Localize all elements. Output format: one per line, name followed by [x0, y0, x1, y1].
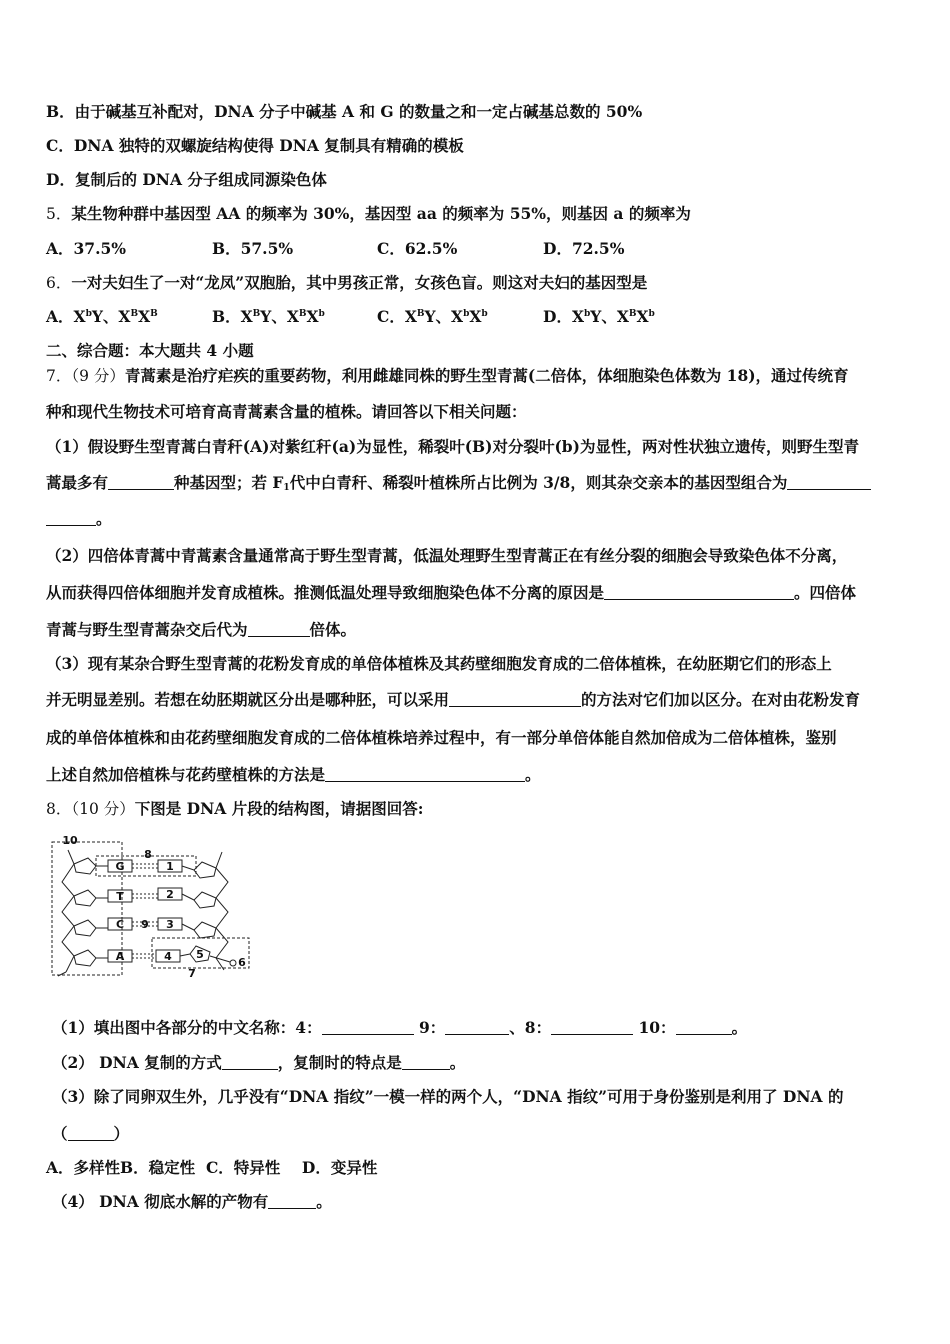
answer-blank[interactable] [46, 510, 96, 526]
base-label: 2 [166, 888, 174, 901]
figure-label-6: 6 [238, 956, 246, 969]
q7-part1-line-3 [46, 508, 112, 530]
q8-sub2-text-b: ，复制时的特点是 [277, 1053, 402, 1072]
q6-option-c: C．$X^BY$、$X^bX^b$ [377, 307, 488, 326]
q8-sub1-text-c: 、8： [509, 1018, 552, 1037]
q8-option-d: D．变异性 [301, 1158, 378, 1177]
q8-sub2-text-c: 。 [449, 1053, 466, 1072]
q7-part3-line-4 [46, 764, 541, 786]
q7-part3-line-3: 成的单倍体植株和由花药壁细胞发育成的二倍体植株培养过程中，有一部分单倍体能自然加倍成为二倍体植株，鉴别 [46, 728, 837, 747]
answer-blank[interactable] [402, 1054, 450, 1070]
q7-part1-text-b: 种基因型；若 F [174, 473, 284, 492]
left-sugar [74, 858, 96, 874]
answer-blank[interactable] [248, 621, 310, 637]
q8-sub2-text-a: （2） DNA 复制的方式 [52, 1053, 222, 1072]
answer-blank[interactable] [325, 766, 525, 782]
answer-blank[interactable] [268, 1193, 316, 1209]
figure-label-10: 10 [62, 834, 78, 847]
hydrogen-bonds [132, 864, 158, 958]
left-sugar [74, 950, 96, 966]
q8-points: （10 分） [71, 800, 135, 818]
subscript: 1 [283, 483, 290, 493]
q8-sub1-text-d: 10： [638, 1018, 676, 1037]
q5-stem-line [46, 203, 691, 225]
q7-part3-text-b: 的方法对它们加以区分。在对由花粉发育 [581, 690, 861, 709]
figure-label-8: 8 [144, 848, 152, 861]
q7-part2-text-d: 倍体。 [309, 620, 357, 639]
base-label: A [115, 950, 125, 963]
base-label: G [115, 860, 125, 873]
answer-blank[interactable] [551, 1019, 633, 1035]
q7-part2-line-2 [46, 582, 856, 604]
q8-sub3-open: （ [52, 1124, 68, 1143]
right-backbone-line [216, 852, 228, 958]
q6-option-a: A．$X^bY$、$X^BX^B$ [46, 307, 158, 326]
q7-part1-period: 。 [96, 509, 112, 528]
q6-stem-line [46, 272, 647, 294]
right-sugar [194, 892, 216, 908]
q7-part3-text-c: 上述自然加倍植株与花药壁植株的方法是 [46, 765, 326, 784]
figure-label-9: 9 [141, 918, 149, 931]
q8-number: 8． [46, 800, 72, 818]
q8-stem-line [46, 798, 423, 820]
phosphate-link [210, 956, 230, 962]
q8-option-a: A．多样性 [46, 1158, 121, 1177]
q5-number: 5． [46, 205, 72, 223]
section-heading: 二、综合题：本大题共 4 小题 [46, 341, 254, 360]
q7-part3-text-a: 并无明显差别。若想在幼胚期就区分出是哪种胚，可以采用 [46, 690, 450, 709]
q5-option-a: A．37.5% [46, 239, 127, 258]
left-backbone-line [62, 850, 74, 972]
label-10-box [52, 842, 125, 975]
right-sugar [194, 862, 216, 878]
q8-stem: 下图是 DNA 片段的结构图，请据图回答: [134, 799, 424, 818]
q7-stem-line-1 [46, 365, 849, 387]
q7-part1-line-2 [46, 472, 871, 494]
q6-option-b: B．$X^BY$、$X^BX^b$ [212, 307, 325, 326]
q8-sub1 [52, 1017, 747, 1039]
answer-blank[interactable] [676, 1019, 732, 1035]
q7-part1-line-1: （1）假设野生型青蒿白青秆(A)对紫红秆(a)为显性，稀裂叶(B)对分裂叶(b)为显性，两对性状独立遗传，则野生型青 [46, 437, 859, 456]
answer-blank[interactable] [68, 1125, 114, 1141]
base-label: 3 [166, 918, 174, 931]
q8-sub4-text-b: 。 [316, 1192, 332, 1211]
q6-stem: 一对夫妇生了一对“龙凤”双胞胎，其中男孩正常，女孩色盲。则这对夫妇的基因型是 [71, 273, 648, 292]
q4-option-d: D．复制后的 DNA 分子组成同源染色体 [46, 170, 327, 189]
q6-number: 6． [46, 274, 72, 292]
q7-part2-text-c: 青蒿与野生型青蒿杂交后代为 [46, 620, 248, 639]
q7-part1-text-c: 代中白青秆、稀裂叶植株所占比例为 3/8，则其杂交亲本的基因型组合为 [289, 473, 788, 492]
q7-part3-line-2 [46, 689, 860, 711]
figure-label-7: 7 [188, 967, 196, 980]
answer-blank[interactable] [787, 474, 871, 490]
base-label: C [115, 918, 125, 931]
q7-part2-line-3 [46, 619, 356, 641]
answer-blank[interactable] [449, 691, 581, 707]
answer-blank[interactable] [222, 1054, 278, 1070]
base-label: 4 [164, 950, 172, 963]
q8-sub3-line-2 [52, 1123, 129, 1145]
q8-sub4 [52, 1191, 332, 1213]
q8-sub1-text-b: 9： [418, 1018, 446, 1037]
q4-option-c: C．DNA 独特的双螺旋结构使得 DNA 复制具有精确的模板 [46, 136, 464, 155]
left-sugar [74, 890, 96, 906]
q7-part1-text-a: 蒿最多有 [46, 473, 109, 492]
q7-part2-line-1: （2）四倍体青蒿中青蒿素含量通常高于野生型青蒿，低温处理野生型青蒿正在有丝分裂的细胞会导致染色体不分离， [46, 546, 848, 565]
phosphate-6 [230, 960, 236, 966]
q8-sub4-text-a: （4） DNA 彻底水解的产物有 [52, 1192, 269, 1211]
q8-sub3-close: ） [113, 1124, 130, 1143]
q8-sub1-text-e: 。 [731, 1018, 748, 1037]
q7-points: （9 分） [71, 367, 125, 385]
base-connectors-left [96, 866, 108, 958]
answer-blank[interactable] [322, 1019, 414, 1035]
q7-part3-text-d: 。 [525, 765, 541, 784]
q6-option-d: D．$X^bY$、$X^BX^b$ [543, 307, 655, 326]
q8-option-b: B．稳定性 [120, 1158, 196, 1177]
q5-stem: 某生物种群中基因型 AA 的频率为 30%，基因型 aa 的频率为 55%，则基因 a 的频率为 [71, 204, 691, 223]
q8-sub1-text-a: （1）填出图中各部分的中文名称：4： [52, 1018, 322, 1037]
q5-option-c: C．62.5% [377, 239, 458, 258]
q5-option-b: B．57.5% [212, 239, 294, 258]
left-sugar [74, 920, 96, 936]
q7-part2-text-a: 从而获得四倍体细胞并发育成植株。推测低温处理导致细胞染色体不分离的原因是 [46, 583, 605, 602]
figure-label-5: 5 [196, 948, 204, 961]
q8-options [46, 1157, 377, 1179]
q7-stem-1: 青蒿素是治疗疟疾的重要药物，利用雌雄同株的野生型青蒿(二倍体，体细胞染色体数为 18)，通过传统育 [124, 366, 849, 385]
q5-option-d: D．72.5% [543, 239, 625, 258]
dna-structure-figure [44, 830, 269, 980]
answer-blank[interactable] [604, 584, 794, 600]
q8-sub2 [52, 1052, 465, 1074]
q7-part3-line-1: （3）现有某杂合野生型青蒿的花粉发育成的单倍体植株及其药壁细胞发育成的二倍体植株，在幼胚期它们的形态上 [46, 654, 832, 673]
q8-option-c: C．特异性 [205, 1158, 281, 1177]
base-connectors-right [180, 866, 194, 956]
q4-option-b: B．由于碱基互补配对，DNA 分子中碱基 A 和 G 的数量之和一定占碱基总数的 50% [46, 102, 643, 121]
q7-number: 7． [46, 367, 72, 385]
q7-part2-text-b: 。四倍体 [794, 583, 857, 602]
q8-sub3-line-1: （3）除了同卵双生外，几乎没有“DNA 指纹”一模一样的两个人，“DNA 指纹”可用于身份鉴别是利用了 DNA 的 [52, 1087, 844, 1106]
right-sugar [194, 922, 216, 938]
base-label: 1 [166, 860, 174, 873]
answer-blank[interactable] [445, 1019, 509, 1035]
base-label: T [116, 890, 124, 903]
q7-stem-line-2: 种和现代生物技术可培育高青蒿素含量的植株。请回答以下相关问题： [46, 402, 527, 421]
answer-blank[interactable] [108, 474, 174, 490]
